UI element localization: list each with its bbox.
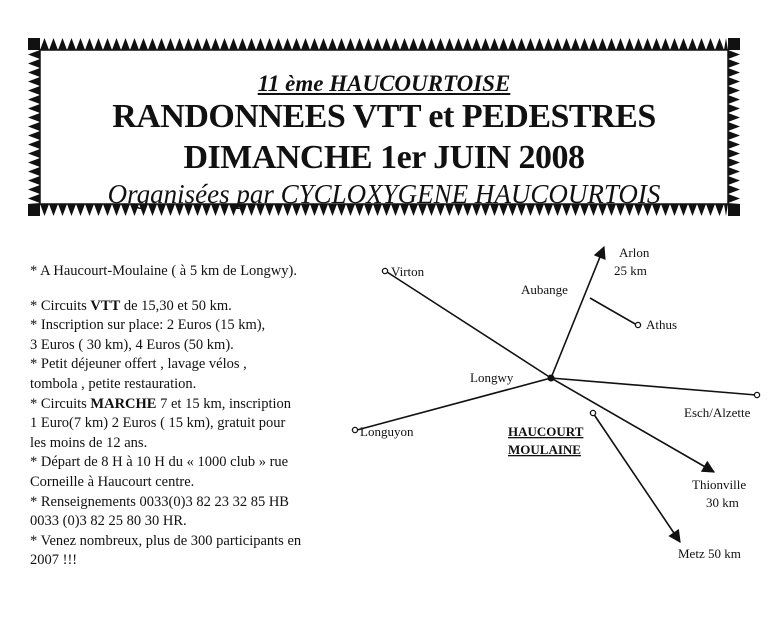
event-date: DIMANCHE 1er JUIN 2008	[183, 139, 585, 176]
edition-title: 11 ème HAUCOURTOISE	[257, 71, 511, 96]
label-metz: Metz 50 km	[678, 546, 741, 561]
event-title: RANDONNEES VTT et PEDESTRES	[112, 98, 656, 135]
organizer: Organisées par CYCLOXYGENE HAUCOURTOIS	[107, 179, 661, 209]
esch-marker	[754, 392, 759, 397]
marche-bold: MARCHE	[90, 395, 157, 412]
vtt-suffix: de 15,30 et 50 km.	[120, 297, 232, 314]
inscription-line-1: * Inscription sur place: 2 Euros (15 km),	[30, 317, 266, 334]
label-arlon: Arlon	[619, 245, 650, 260]
vtt-bold: VTT	[90, 297, 121, 314]
label-athus: Athus	[646, 317, 678, 332]
label-longwy: Longwy	[470, 370, 514, 385]
label-esch: Esch/Alzette	[684, 405, 751, 420]
label-haucourt-1: HAUCOURT	[508, 424, 584, 439]
longwy-marker	[548, 375, 555, 382]
depart-line-2: Corneille à Haucourt centre.	[30, 473, 195, 490]
closing-line-2: 2007 !!!	[30, 552, 78, 569]
breakfast-line-2: tombola , petite restauration.	[30, 375, 197, 392]
breakfast-line-1: * Petit déjeuner offert , lavage vélos ,	[30, 356, 247, 373]
label-thionville: Thionville	[692, 477, 747, 492]
road-athus	[590, 298, 637, 325]
inscription-line-2: 3 Euros ( 30 km), 4 Euros (50 km).	[30, 336, 234, 353]
marche-prefix: * Circuits	[30, 395, 91, 412]
longuyon-marker	[352, 427, 357, 432]
road-arlon	[551, 247, 604, 378]
label-virton: Virton	[391, 264, 425, 279]
label-haucourt-2: MOULAINE	[508, 442, 581, 457]
label-thionville-km: 30 km	[706, 495, 739, 510]
vtt-prefix: * Circuits	[30, 297, 91, 314]
road-esch	[551, 378, 756, 395]
location-line: * A Haucourt-Moulaine ( à 5 km de Longwy).	[30, 263, 297, 279]
marche-line-3: les moins de 12 ans.	[30, 434, 148, 451]
closing-line-1: * Venez nombreux, plus de 300 participants en	[30, 532, 302, 549]
contact-line-1: * Renseignements 0033(0)3 82 23 32 85 HB	[30, 493, 289, 510]
marche-line-2: 1 Euro(7 km) 2 Euros ( 15 km), gratuit pour	[30, 415, 286, 432]
label-aubange: Aubange	[521, 282, 568, 297]
road-longuyon	[357, 378, 551, 430]
label-arlon-km: 25 km	[614, 263, 647, 278]
athus-marker	[635, 322, 640, 327]
road-metz	[593, 413, 680, 542]
haucourt-marker	[590, 410, 595, 415]
depart-line-1: * Départ de 8 H à 10 H du « 1000 club » rue	[30, 454, 289, 471]
marche-suffix: 7 et 15 km, inscription	[156, 395, 291, 412]
virton-marker	[382, 268, 387, 273]
label-longuyon: Longuyon	[360, 424, 414, 439]
contact-line-2: 0033 (0)3 82 25 80 30 HR.	[30, 513, 187, 530]
